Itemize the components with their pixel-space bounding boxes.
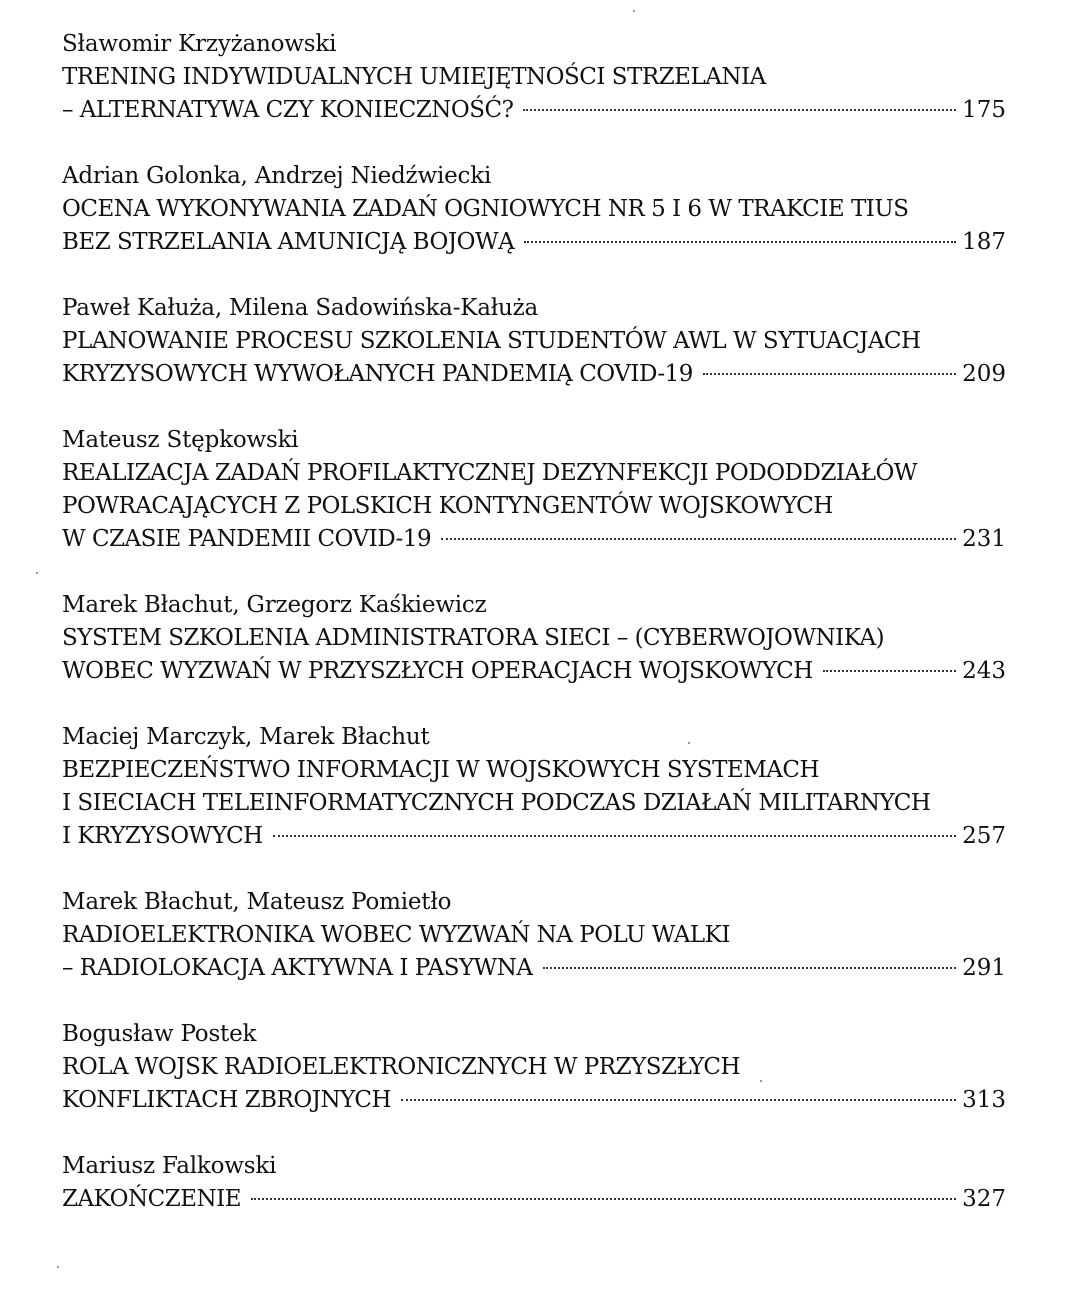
entry-title-last-line (62, 226, 1006, 259)
entry-title-last-line (62, 952, 1006, 985)
scan-speck (36, 572, 38, 574)
toc-entry (62, 160, 1006, 259)
entry-title-line: RADIOELEKTRONIKA WOBEC WYZWAŃ NA POLU WALKI (62, 922, 730, 948)
entry-author: Mateusz Stępkowski (62, 427, 299, 453)
toc-entry (62, 886, 1006, 985)
entry-title-line: I SIECIACH TELEINFORMATYCZNYCH PODCZAS DZIAŁAŃ MILITARNYCH (62, 790, 931, 816)
entry-title-line: PLANOWANIE PROCESU SZKOLENIA STUDENTÓW AWL W SYTUACJACH (62, 328, 921, 354)
dot-leader (823, 670, 956, 672)
dot-leader (543, 967, 957, 969)
scan-speck (633, 10, 635, 12)
entry-title-line: BEZPIECZEŃSTWO INFORMACJI W WOJSKOWYCH SYSTEMACH (62, 757, 820, 783)
page-number: 187 (962, 229, 1006, 255)
entry-title-line: SYSTEM SZKOLENIA ADMINISTRATORA SIECI – (CYBERWOJOWNIKA) (62, 625, 885, 651)
entry-author: Marek Błachut, Grzegorz Kaśkiewicz (62, 592, 487, 618)
dot-leader (401, 1099, 956, 1101)
entry-title-last-line (62, 523, 1006, 556)
entry-title-last-line (62, 1183, 1006, 1216)
entry-author: Marek Błachut, Mateusz Pomietło (62, 889, 452, 915)
page-number: 327 (962, 1186, 1006, 1212)
entry-title-last-line (62, 358, 1006, 391)
entry-title-text: I KRYZYSOWYCH (62, 823, 263, 849)
entry-title-last-line (62, 1084, 1006, 1117)
entry-title-last-line (62, 94, 1006, 127)
entry-title-line: OCENA WYKONYWANIA ZADAŃ OGNIOWYCH NR 5 I 6 W TRAKCIE TIUS (62, 196, 909, 222)
entry-title-line: REALIZACJA ZADAŃ PROFILAKTYCZNEJ DEZYNFEKCJI PODODDZIAŁÓW (62, 460, 918, 486)
entry-author: Bogusław Postek (62, 1021, 257, 1047)
entry-author: Mariusz Falkowski (62, 1153, 277, 1179)
entry-title-text: KONFLIKTACH ZBROJNYCH (62, 1087, 392, 1113)
dot-leader (441, 538, 956, 540)
entry-title-text: – RADIOLOKACJA AKTYWNA I PASYWNA (62, 955, 533, 981)
entry-title-text: – ALTERNATYWA CZY KONIECZNOŚĆ? (62, 97, 514, 123)
dot-leader (703, 373, 956, 375)
entry-title-text: WOBEC WYZWAŃ W PRZYSZŁYCH OPERACJACH WOJSKOWYCH (62, 658, 813, 684)
toc-entry (62, 424, 1006, 556)
entry-title-line: TRENING INDYWIDUALNYCH UMIEJĘTNOŚCI STRZELANIA (62, 64, 766, 90)
page-number: 209 (962, 361, 1006, 387)
page-number: 257 (962, 823, 1006, 849)
scan-speck (57, 1266, 59, 1268)
page-number: 231 (962, 526, 1006, 552)
entry-title-text: BEZ STRZELANIA AMUNICJĄ BOJOWĄ (62, 229, 515, 255)
toc-entry (62, 721, 1006, 853)
page-number: 313 (962, 1087, 1006, 1113)
page-number: 243 (962, 658, 1006, 684)
dot-leader (524, 241, 956, 243)
entry-title-text: W CZASIE PANDEMII COVID-19 (62, 526, 432, 552)
entry-title-last-line (62, 820, 1006, 853)
entry-author: Paweł Kałuża, Milena Sadowińska-Kałuża (62, 295, 539, 321)
entry-author: Maciej Marczyk, Marek Błachut (62, 724, 430, 750)
toc-entry (62, 1150, 1006, 1216)
entry-author: Sławomir Krzyżanowski (62, 31, 337, 57)
page-number: 175 (962, 97, 1006, 123)
page-number: 291 (962, 955, 1006, 981)
entry-author: Adrian Golonka, Andrzej Niedźwiecki (62, 163, 492, 189)
entry-title-line: ROLA WOJSK RADIOELEKTRONICZNYCH W PRZYSZŁYCH (62, 1054, 741, 1080)
entry-title-last-line (62, 655, 1006, 688)
toc-entry (62, 1018, 1006, 1117)
toc-entry (62, 292, 1006, 391)
entry-title-text: ZAKOŃCZENIE (62, 1186, 242, 1212)
toc-entry (62, 589, 1006, 688)
scan-speck (688, 742, 690, 744)
entry-title-line: POWRACAJĄCYCH Z POLSKICH KONTYNGENTÓW WOJSKOWYCH (62, 493, 833, 519)
entry-title-text: KRYZYSOWYCH WYWOŁANYCH PANDEMIĄ COVID-19 (62, 361, 693, 387)
dot-leader (251, 1198, 956, 1200)
table-of-contents (62, 28, 1006, 1249)
toc-entry (62, 28, 1006, 127)
dot-leader (523, 109, 956, 111)
dot-leader (273, 835, 956, 837)
scan-speck (760, 1080, 762, 1082)
